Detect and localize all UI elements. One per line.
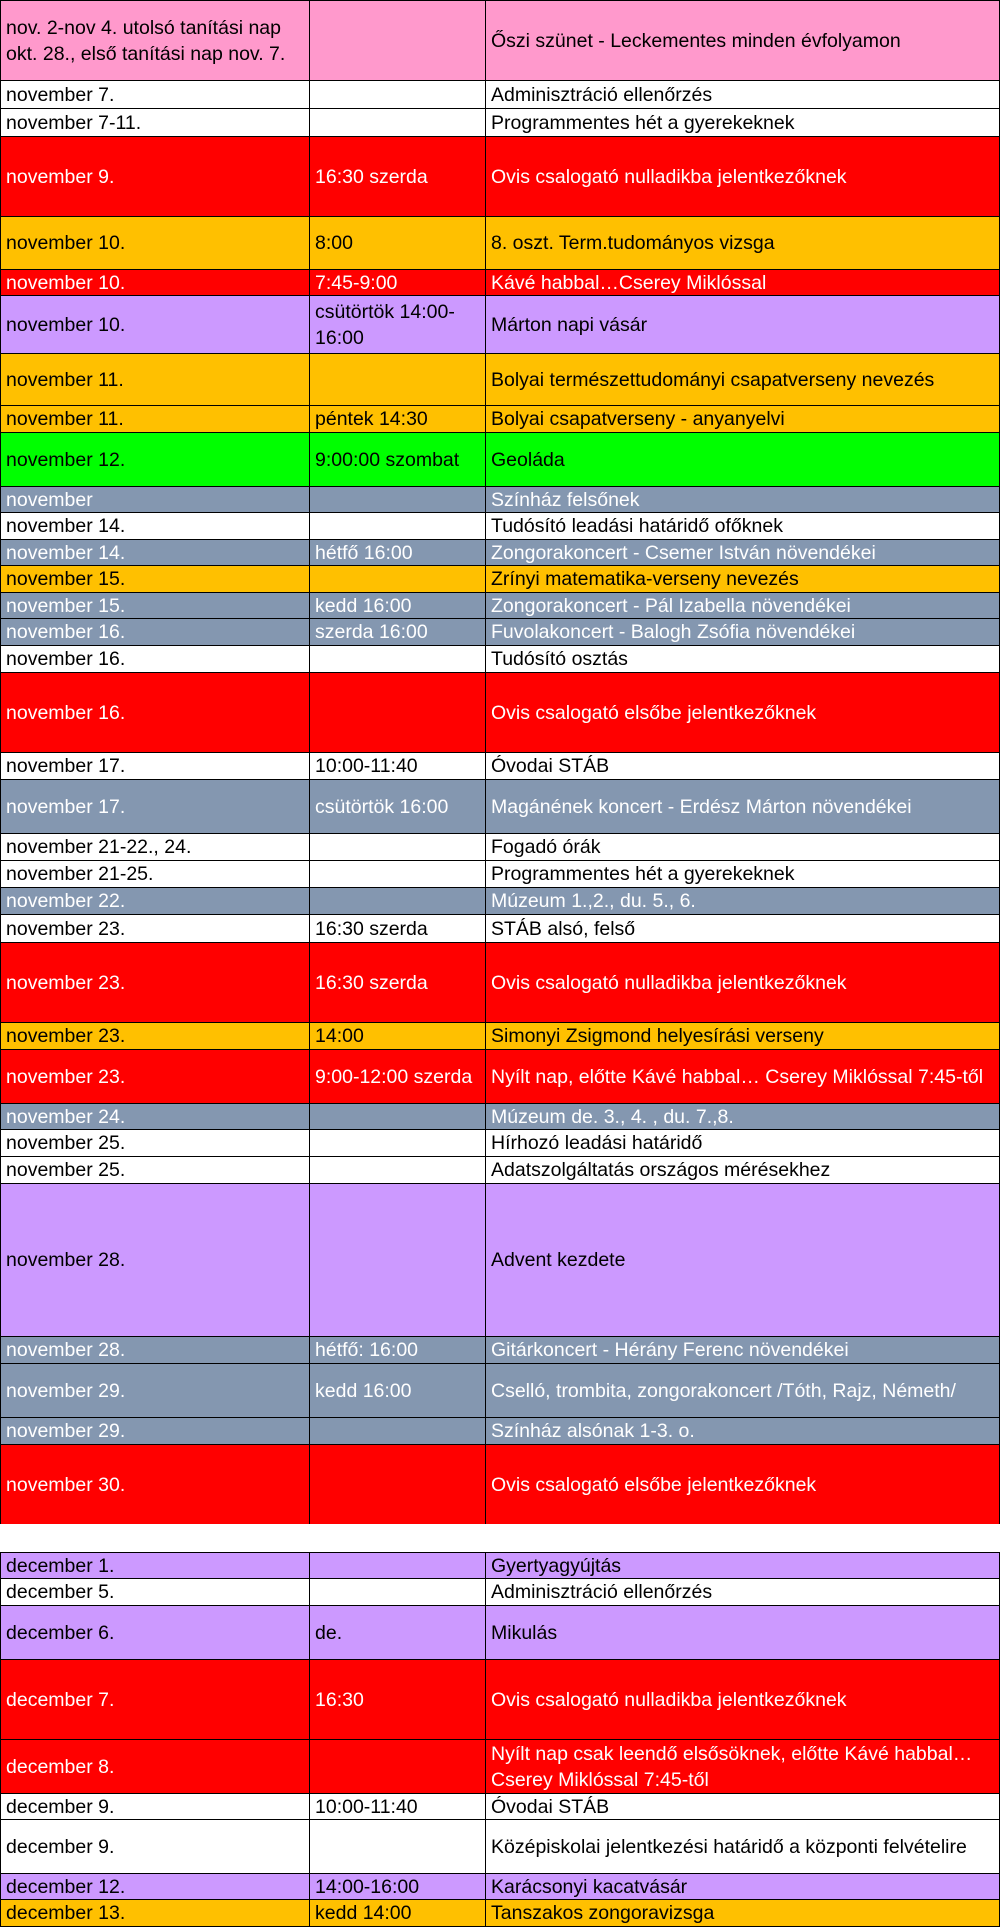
event-cell: 8. oszt. Term.tudományos vizsga <box>485 216 1000 270</box>
table-row <box>0 295 1000 354</box>
event-cell: Adatszolgáltatás országos mérésekhez <box>485 1156 1000 1184</box>
event-cell: Ovis csalogató nulladikba jelentkezőknek <box>485 942 1000 1023</box>
time-cell <box>309 80 486 109</box>
table-row <box>0 860 1000 888</box>
table-row <box>0 0 1000 81</box>
event-cell: Bolyai természettudományi csapatverseny nevezés <box>485 353 1000 406</box>
time-cell <box>309 645 486 673</box>
date-cell: december 12. <box>0 1873 310 1900</box>
table-row <box>0 1363 1000 1418</box>
event-cell: Színház alsónak 1-3. o. <box>485 1417 1000 1445</box>
time-cell: de. <box>309 1605 486 1660</box>
time-cell: kedd 16:00 <box>309 592 486 619</box>
time-cell <box>309 1578 486 1606</box>
event-cell: Zrínyi matematika-verseny nevezés <box>485 565 1000 593</box>
time-cell: péntek 14:30 <box>309 405 486 433</box>
date-cell: november 16. <box>0 672 310 753</box>
event-cell: Tudósító osztás <box>485 645 1000 673</box>
table-row <box>0 942 1000 1023</box>
event-cell: STÁB alsó, felső <box>485 914 1000 943</box>
event-cell: Színház felsőnek <box>485 486 1000 513</box>
table-row <box>0 914 1000 943</box>
date-cell: november 10. <box>0 269 310 296</box>
time-cell <box>309 512 486 540</box>
event-cell: Zongorakoncert - Pál Izabella növendékei <box>485 592 1000 619</box>
date-cell: december 13. <box>0 1899 310 1927</box>
table-row <box>0 1022 1000 1050</box>
time-cell: 8:00 <box>309 216 486 270</box>
table-row <box>0 752 1000 780</box>
event-cell: Ovis csalogató elsőbe jelentkezőknek <box>485 672 1000 753</box>
date-cell: november <box>0 486 310 513</box>
time-cell: szerda 16:00 <box>309 618 486 646</box>
event-cell: Nyílt nap csak leendő elsősöknek, előtte Kávé habbal… Cserey Miklóssal 7:45-től <box>485 1739 1000 1794</box>
event-cell: Középiskolai jelentkezési határidő a központi felvételire <box>485 1819 1000 1874</box>
table-row <box>0 1183 1000 1337</box>
date-cell: november 24. <box>0 1103 310 1130</box>
table-row <box>0 1049 1000 1104</box>
table-row <box>0 1156 1000 1184</box>
event-cell: Óvodai STÁB <box>485 752 1000 780</box>
date-cell: december 5. <box>0 1578 310 1606</box>
date-cell: november 11. <box>0 405 310 433</box>
time-cell: kedd 16:00 <box>309 1363 486 1418</box>
date-cell: december 9. <box>0 1819 310 1874</box>
event-cell: Tudósító leadási határidő ofőknek <box>485 512 1000 540</box>
table-row <box>0 1605 1000 1660</box>
event-cell: Ovis csalogató nulladikba jelentkezőknek <box>485 136 1000 217</box>
date-cell: november 25. <box>0 1156 310 1184</box>
time-cell: csütörtök 14:00-16:00 <box>309 295 486 354</box>
date-cell: november 15. <box>0 592 310 619</box>
time-cell <box>309 1183 486 1337</box>
event-cell: Adminisztráció ellenőrzés <box>485 80 1000 109</box>
event-cell: Geoláda <box>485 432 1000 487</box>
event-cell: Programmentes hét a gyerekeknek <box>485 108 1000 137</box>
table-row <box>0 512 1000 540</box>
event-cell: Tanszakos zongoravizsga <box>485 1899 1000 1927</box>
event-cell: Magánének koncert - Erdész Márton növendékei <box>485 779 1000 834</box>
time-cell: 10:00-11:40 <box>309 1793 486 1820</box>
time-cell <box>309 672 486 753</box>
time-cell: 14:00-16:00 <box>309 1873 486 1900</box>
date-cell: december 8. <box>0 1739 310 1794</box>
date-cell: november 15. <box>0 565 310 593</box>
time-cell: 16:30 szerda <box>309 914 486 943</box>
time-cell <box>309 1156 486 1184</box>
event-cell: Óvodai STÁB <box>485 1793 1000 1820</box>
time-cell <box>309 860 486 888</box>
event-cell: Advent kezdete <box>485 1183 1000 1337</box>
date-cell: november 17. <box>0 752 310 780</box>
table-row <box>0 1899 1000 1927</box>
date-cell: nov. 2-nov 4. utolsó tanítási nap okt. 28., első tanítási nap nov. 7. <box>0 0 310 81</box>
date-cell: november 14. <box>0 512 310 540</box>
event-cell: Ovis csalogató nulladikba jelentkezőknek <box>485 1659 1000 1740</box>
event-cell: Gyertyagyújtás <box>485 1552 1000 1579</box>
time-cell <box>309 565 486 593</box>
table-row <box>0 269 1000 296</box>
time-cell: 9:00-12:00 szerda <box>309 1049 486 1104</box>
time-cell <box>309 887 486 915</box>
table-row <box>0 1129 1000 1157</box>
date-cell: december 1. <box>0 1552 310 1579</box>
time-cell: hétfő: 16:00 <box>309 1336 486 1364</box>
table-row <box>0 216 1000 270</box>
table-row <box>0 486 1000 513</box>
time-cell: 10:00-11:40 <box>309 752 486 780</box>
event-cell: Kávé habbal…Cserey Miklóssal <box>485 269 1000 296</box>
table-row <box>0 1552 1000 1579</box>
table-row <box>0 1819 1000 1874</box>
date-cell: november 10. <box>0 216 310 270</box>
table-row <box>0 539 1000 566</box>
table-row <box>0 592 1000 619</box>
table-row <box>0 779 1000 834</box>
time-cell: csütörtök 16:00 <box>309 779 486 834</box>
table-row <box>0 672 1000 753</box>
time-cell <box>309 1129 486 1157</box>
table-row <box>0 565 1000 593</box>
date-cell: november 14. <box>0 539 310 566</box>
table-row <box>0 1578 1000 1606</box>
table-row <box>0 1444 1000 1525</box>
date-cell: november 23. <box>0 1022 310 1050</box>
date-cell: november 9. <box>0 136 310 217</box>
date-cell: november 23. <box>0 914 310 943</box>
time-cell: 16:30 <box>309 1659 486 1740</box>
date-cell: november 16. <box>0 618 310 646</box>
table-row <box>0 1336 1000 1364</box>
date-cell: november 7-11. <box>0 108 310 137</box>
event-cell: Gitárkoncert - Hérány Ferenc növendékei <box>485 1336 1000 1364</box>
time-cell <box>309 1444 486 1525</box>
event-cell: Őszi szünet - Leckementes minden évfolyamon <box>485 0 1000 81</box>
table-row <box>0 1739 1000 1794</box>
date-cell: december 9. <box>0 1793 310 1820</box>
table-row <box>0 618 1000 646</box>
table-row <box>0 80 1000 109</box>
date-cell: november 16. <box>0 645 310 673</box>
event-cell: Fuvolakoncert - Balogh Zsófia növendékei <box>485 618 1000 646</box>
time-cell <box>309 833 486 861</box>
date-cell: november 29. <box>0 1417 310 1445</box>
table-row <box>0 108 1000 137</box>
table-row <box>0 353 1000 406</box>
date-cell: november 30. <box>0 1444 310 1525</box>
time-cell: hétfő 16:00 <box>309 539 486 566</box>
month-gap <box>0 1524 1000 1552</box>
event-cell: Karácsonyi kacatvásár <box>485 1873 1000 1900</box>
time-cell: 9:00:00 szombat <box>309 432 486 487</box>
date-cell: november 28. <box>0 1336 310 1364</box>
time-cell <box>309 486 486 513</box>
date-cell: november 23. <box>0 1049 310 1104</box>
table-row <box>0 1659 1000 1740</box>
event-cell: Múzeum 1.,2., du. 5., 6. <box>485 887 1000 915</box>
table-row <box>0 887 1000 915</box>
time-cell: 16:30 szerda <box>309 942 486 1023</box>
table-row <box>0 405 1000 433</box>
date-cell: november 25. <box>0 1129 310 1157</box>
date-cell: november 11. <box>0 353 310 406</box>
event-cell: Múzeum de. 3., 4. , du. 7.,8. <box>485 1103 1000 1130</box>
table-row <box>0 833 1000 861</box>
date-cell: november 7. <box>0 80 310 109</box>
date-cell: november 28. <box>0 1183 310 1337</box>
table-row <box>0 432 1000 487</box>
date-cell: november 29. <box>0 1363 310 1418</box>
date-cell: november 12. <box>0 432 310 487</box>
table-row <box>0 1793 1000 1820</box>
date-cell: november 23. <box>0 942 310 1023</box>
time-cell <box>309 1739 486 1794</box>
event-cell: Programmentes hét a gyerekeknek <box>485 860 1000 888</box>
table-row <box>0 136 1000 217</box>
time-cell: kedd 14:00 <box>309 1899 486 1927</box>
time-cell <box>309 1103 486 1130</box>
event-cell: Hírhozó leadási határidő <box>485 1129 1000 1157</box>
table-row <box>0 1103 1000 1130</box>
table-row <box>0 1417 1000 1445</box>
time-cell <box>309 353 486 406</box>
event-cell: Ovis csalogató elsőbe jelentkezőknek <box>485 1444 1000 1525</box>
event-cell: Zongorakoncert - Csemer István növendékei <box>485 539 1000 566</box>
date-cell: november 21-22., 24. <box>0 833 310 861</box>
date-cell: november 22. <box>0 887 310 915</box>
time-cell: 14:00 <box>309 1022 486 1050</box>
event-cell: Adminisztráció ellenőrzés <box>485 1578 1000 1606</box>
event-cell: Bolyai csapatverseny - anyanyelvi <box>485 405 1000 433</box>
table-row <box>0 1873 1000 1900</box>
time-cell <box>309 0 486 81</box>
event-cell: Simonyi Zsigmond helyesírási verseny <box>485 1022 1000 1050</box>
time-cell: 7:45-9:00 <box>309 269 486 296</box>
time-cell <box>309 1819 486 1874</box>
date-cell: november 10. <box>0 295 310 354</box>
time-cell: 16:30 szerda <box>309 136 486 217</box>
event-cell: Nyílt nap, előtte Kávé habbal… Cserey Miklóssal 7:45-től <box>485 1049 1000 1104</box>
date-cell: november 17. <box>0 779 310 834</box>
time-cell <box>309 1417 486 1445</box>
event-cell: Fogadó órák <box>485 833 1000 861</box>
event-cell: Mikulás <box>485 1605 1000 1660</box>
date-cell: november 21-25. <box>0 860 310 888</box>
event-cell: Cselló, trombita, zongorakoncert /Tóth, Rajz, Németh/ <box>485 1363 1000 1418</box>
date-cell: december 7. <box>0 1659 310 1740</box>
date-cell: december 6. <box>0 1605 310 1660</box>
event-cell: Márton napi vásár <box>485 295 1000 354</box>
table-row <box>0 645 1000 673</box>
time-cell <box>309 1552 486 1579</box>
time-cell <box>309 108 486 137</box>
